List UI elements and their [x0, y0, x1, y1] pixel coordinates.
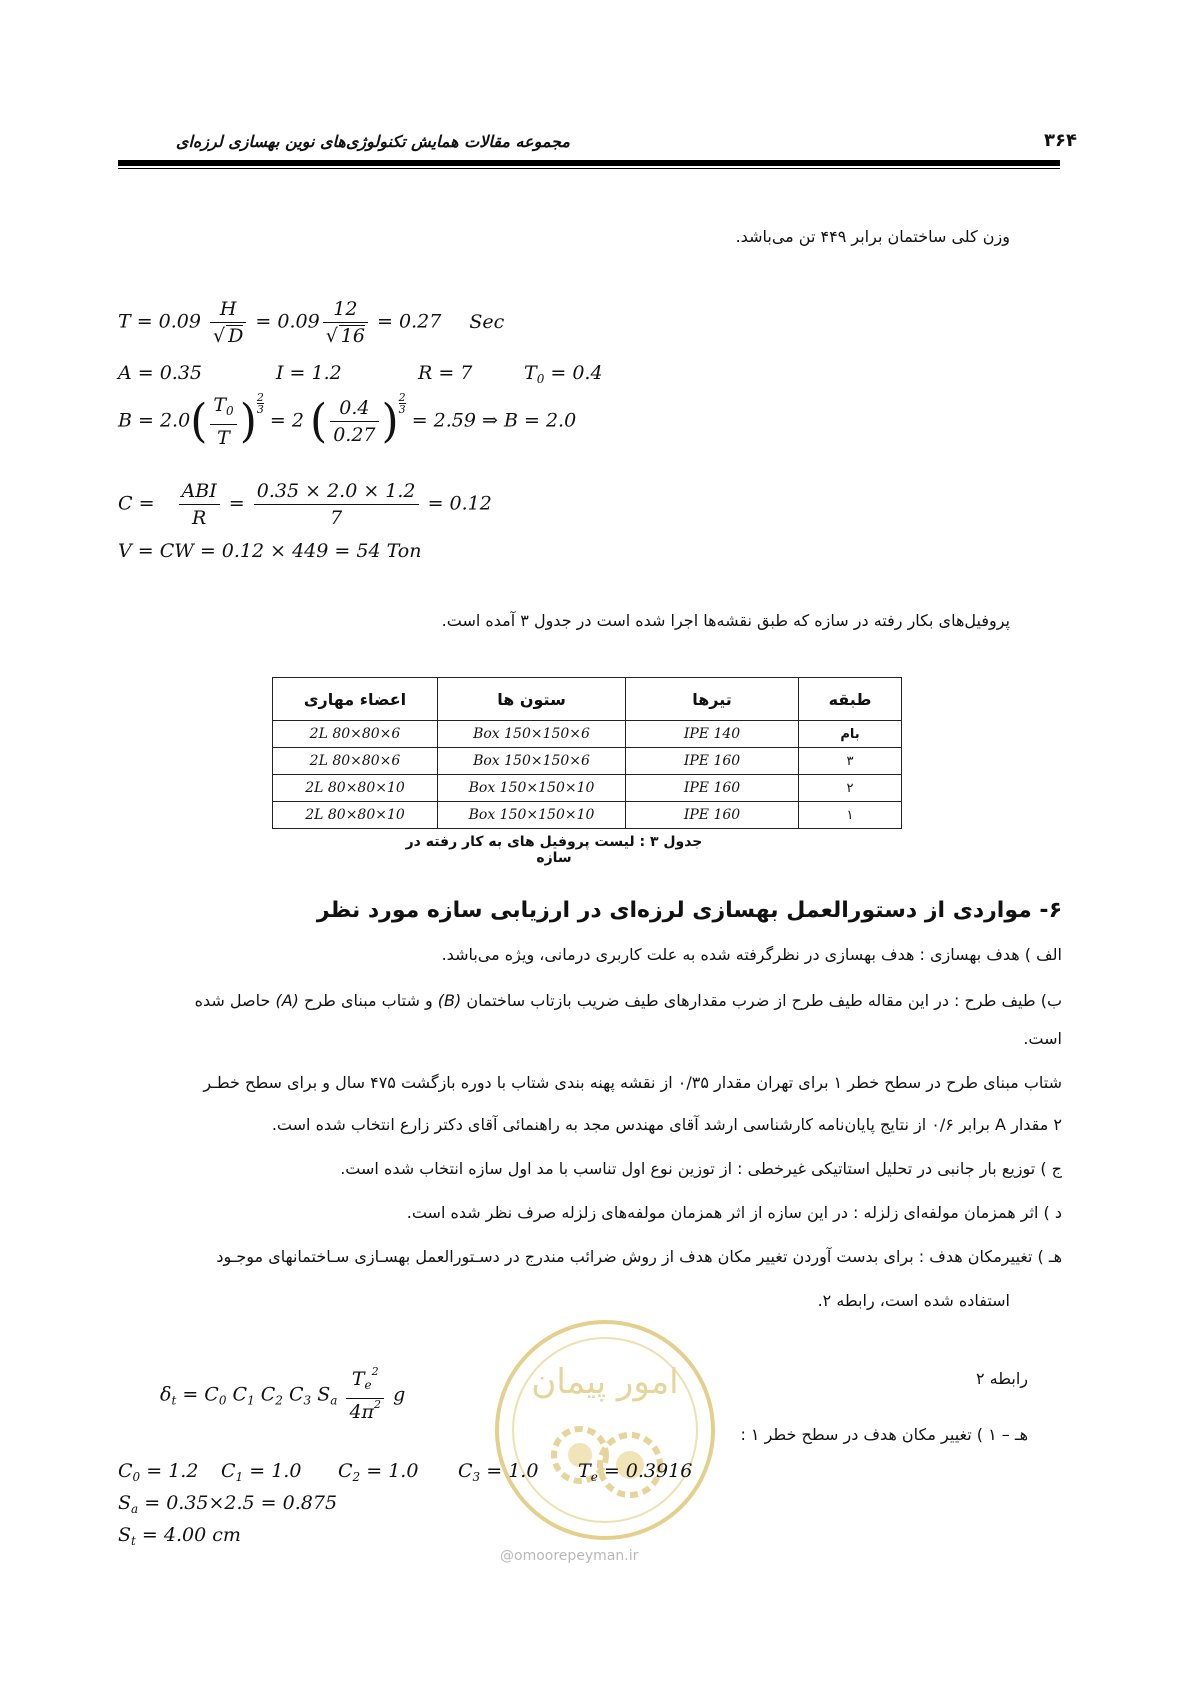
- section-heading: ۶- مواردی از دستورالعمل بهسازی لرزه‌ای در ارزیابی سازه مورد نظر: [316, 898, 1062, 923]
- equation-b-factor: B = 2.0( $\frac{T_0}{T}$ ) $\frac{2}{3} = 2$ ( $\frac{0.4}{0.27}$ ) $\frac{2}{3} = 2.59$ ⇒ B = 2.0: [118, 391, 577, 449]
- equation-params: A = 0.35 I = 1.2 R = 7 $T_0 = 0.4$: [118, 362, 603, 386]
- table-cell: IPE 140: [626, 721, 799, 748]
- running-header-title: مجموعه مقالات همایش تکنولوژی‌های نوین بهسازی لرزه‌ای: [175, 132, 570, 151]
- paragraph-he-cont: استفاده شده است، رابطه ۲.: [817, 1291, 1010, 1310]
- table-row: [273, 748, 902, 775]
- paragraph-jim: ج ) توزیع بار جانبی در تحلیل استاتیکی غیرخطی : از توزین نوع اول تناسب با مد اول سازه انتخاب شده است.: [340, 1159, 1062, 1178]
- paragraph-he-sub: هـ – ۱ ) تغییر مکان هدف در سطح خطر ۱ :: [740, 1425, 1028, 1444]
- paragraph-shetab-1: شتاب مبنای طرح در سطح خطر ۱ برای تهران مقدار ۰/۳۵ از نقشه پهنه بندی شتاب با دوره بازگشت ۴۷۵ سال و برای سطح خطـر: [203, 1073, 1062, 1092]
- equation-base-shear: V = CW = 0.12 × 449 = 54 Ton: [118, 540, 422, 562]
- table-cell: 2L 80×80×10: [273, 775, 438, 802]
- building-weight-text: وزن کلی ساختمان برابر ۴۴۹ تن می‌باشد.: [735, 227, 1010, 246]
- paragraph-alef: الف ) هدف بهسازی : هدف بهسازی در نظرگرفته شده به علت کاربری درمانی، ویژه می‌باشد.: [441, 945, 1062, 964]
- table-header-row: [273, 678, 902, 721]
- profiles-text: پروفیل‌های بکار رفته در سازه که طبق نقشه‌ها اجرا شده است در جدول ۳ آمده است.: [441, 611, 1010, 630]
- page-number: ۳۶۴: [1044, 130, 1077, 151]
- table-cell: Box 150×150×10: [438, 802, 626, 829]
- table-cell: IPE 160: [626, 802, 799, 829]
- table-cell: IPE 160: [626, 748, 799, 775]
- table-cell: ۲: [799, 775, 902, 802]
- table-row: [273, 802, 902, 829]
- table-cell: ۱: [799, 802, 902, 829]
- header-rule-thin: [118, 168, 1060, 169]
- profiles-table: [272, 677, 902, 829]
- equation-st: $S_t = 4.00$ cm: [118, 1524, 241, 1548]
- table-header: طبقه: [799, 678, 902, 721]
- table-header: تیرها: [626, 678, 799, 721]
- relation-label: رابطه ۲: [975, 1369, 1028, 1388]
- paragraph-be-cont: است.: [1023, 1029, 1062, 1048]
- equation-sa: $S_a = 0.35\times 2.5 = 0.875$: [118, 1492, 338, 1516]
- table-cell: ۳: [799, 748, 902, 775]
- paragraph-dal: د ) اثر همزمان مولفه‌ای زلزله : در این سازه از اثر همزمان مولفه‌های زلزله صرف نظر شده است.: [406, 1203, 1062, 1222]
- watermark-url: @omoorepeyman.ir: [500, 1548, 639, 1564]
- table-header: اعضاء مهاری: [273, 678, 438, 721]
- table-cell: 2L 80×80×6: [273, 748, 438, 775]
- table-cell: 2L 80×80×6: [273, 721, 438, 748]
- paragraph-be: ب) طیف طرح : در این مقاله طیف طرح از ضرب مقدارهای طیف ضریب بازتاب ساختمان (B) و شتاب مبنای طرح (A) حاصل شده: [194, 991, 1062, 1010]
- table-caption: جدول ۳ : لیست پروفیل های به کار رفته در سازه: [405, 834, 703, 866]
- equation-c-factor: C = $\frac{\text{ABI}}{R}$ = $\frac{0.35 \times 2.0 \times 1.2}{7}$ = 0.12: [118, 480, 492, 529]
- paragraph-he: هـ ) تغییرمکان هدف : برای بدست آوردن تغییر مکان هدف از روش ضرائب مندرج در دسـتورالعمل بهسـازی سـاختمانهای موجـود: [216, 1247, 1062, 1266]
- coefficients-line: $C_0 = 1.2$ $C_1 = 1.0$ $C_2 = 1.0$ $C_3 = 1.0$ $T_e = 0.3916$: [118, 1460, 693, 1484]
- table-row: [273, 721, 902, 748]
- watermark-seal: [490, 1315, 720, 1545]
- equation-period: T = 0.09 $\frac{H}{√ D}$ = 0.09 $\frac{12}{√ 16}$ = 0.27 Sec: [118, 298, 505, 347]
- paragraph-shetab-2: ۲ مقدار A برابر ۰/۶ از نتایج پایان‌نامه کارشناسی ارشد آقای مهندس مجد به راهنمائی آقای دکتر زارع انتخاب شده است.: [271, 1115, 1062, 1134]
- table-row: [273, 775, 902, 802]
- table-cell: Box 150×150×6: [438, 748, 626, 775]
- table-cell: 2L 80×80×10: [273, 802, 438, 829]
- table-cell: Box 150×150×6: [438, 721, 626, 748]
- watermark-brand: امور پیمان: [531, 1362, 679, 1402]
- table-header: ستون ها: [438, 678, 626, 721]
- table-cell: Box 150×150×10: [438, 775, 626, 802]
- header-rule: [118, 160, 1060, 166]
- equation-target-displacement: $\delta_t = C_0$ $C_1$ $C_2$ $C_3$ $S_a$ $\frac{T_e2}{4\pi 2}$ g: [160, 1365, 406, 1423]
- table-cell: IPE 160: [626, 775, 799, 802]
- table-cell: بام: [799, 721, 902, 748]
